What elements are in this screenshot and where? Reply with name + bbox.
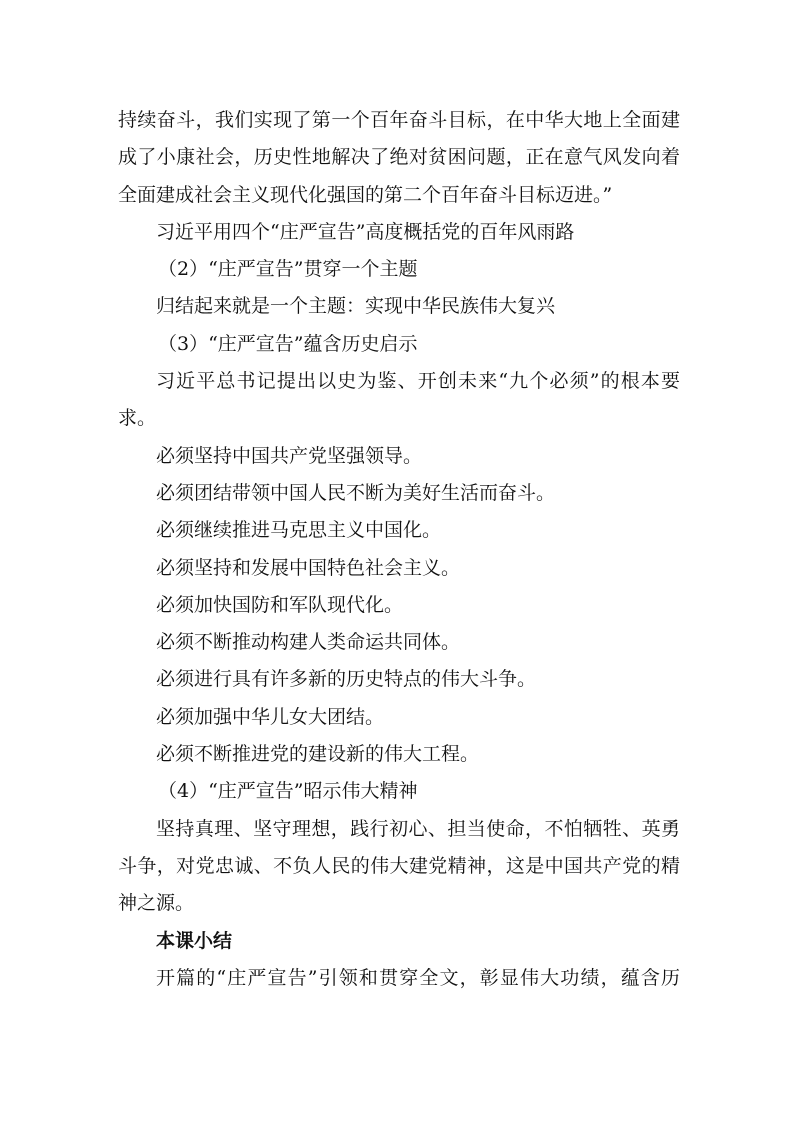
list-item-must-4: 必须坚持和发展中国特色社会主义。 xyxy=(156,556,461,579)
list-item-must-6: 必须不断推动构建人类命运共同体。 xyxy=(156,631,461,654)
list-item-must-5: 必须加快国防和军队现代化。 xyxy=(156,593,404,616)
subheading-4: （4）“庄严宣告”昭示伟大精神 xyxy=(158,780,418,803)
document-body xyxy=(118,102,680,997)
subheading-2: （2）“庄严宣告”贯穿一个主题 xyxy=(158,258,418,281)
paragraph-nine-musts-intro-1: 习近平总书记提出以史为鉴、开创未来“九个必须”的根本要 xyxy=(156,370,680,393)
paragraph-one-theme: 归结起来就是一个主题：实现中华民族伟大复兴 xyxy=(156,295,556,318)
list-item-must-8: 必须加强中华儿女大团结。 xyxy=(156,705,385,728)
paragraph-line-continuation-3: 全面建成社会主义现代化强国的第二个百年奋斗目标迈进。” xyxy=(118,183,613,206)
paragraph-spirit-3: 神之源。 xyxy=(118,892,195,915)
paragraph-line-continuation-1: 持续奋斗，我们实现了第一个百年奋斗目标，在中华大地上全面建 xyxy=(118,109,680,131)
list-item-must-7: 必须进行具有许多新的历史特点的伟大斗争。 xyxy=(156,668,537,691)
paragraph-spirit-2: 斗争，对党忠诚、不负人民的伟大建党精神，这是中国共产党的精 xyxy=(118,854,680,877)
paragraph-four-declarations: 习近平用四个“庄严宣告”高度概括党的百年风雨路 xyxy=(156,220,575,243)
list-item-must-3: 必须继续推进马克思主义中国化。 xyxy=(156,519,442,542)
paragraph-line-continuation-2: 成了小康社会，历史性地解决了绝对贫困问题，正在意气风发向着 xyxy=(118,146,680,169)
subheading-3: （3）“庄严宣告”蕴含历史启示 xyxy=(158,332,418,355)
section-heading-summary: 本课小结 xyxy=(156,929,233,952)
list-item-must-1: 必须坚持中国共产党坚强领导。 xyxy=(156,444,423,467)
paragraph-spirit-1: 坚持真理、坚守理想，践行初心、担当使命，不怕牺牲、英勇 xyxy=(156,817,680,840)
paragraph-summary-1: 开篇的“庄严宣告”引领和贯穿全文，彰显伟大功绩，蕴含历 xyxy=(156,966,680,989)
paragraph-nine-musts-intro-2: 求。 xyxy=(118,407,157,430)
list-item-must-2: 必须团结带领中国人民不断为美好生活而奋斗。 xyxy=(156,481,556,504)
list-item-must-9: 必须不断推进党的建设新的伟大工程。 xyxy=(156,743,480,766)
